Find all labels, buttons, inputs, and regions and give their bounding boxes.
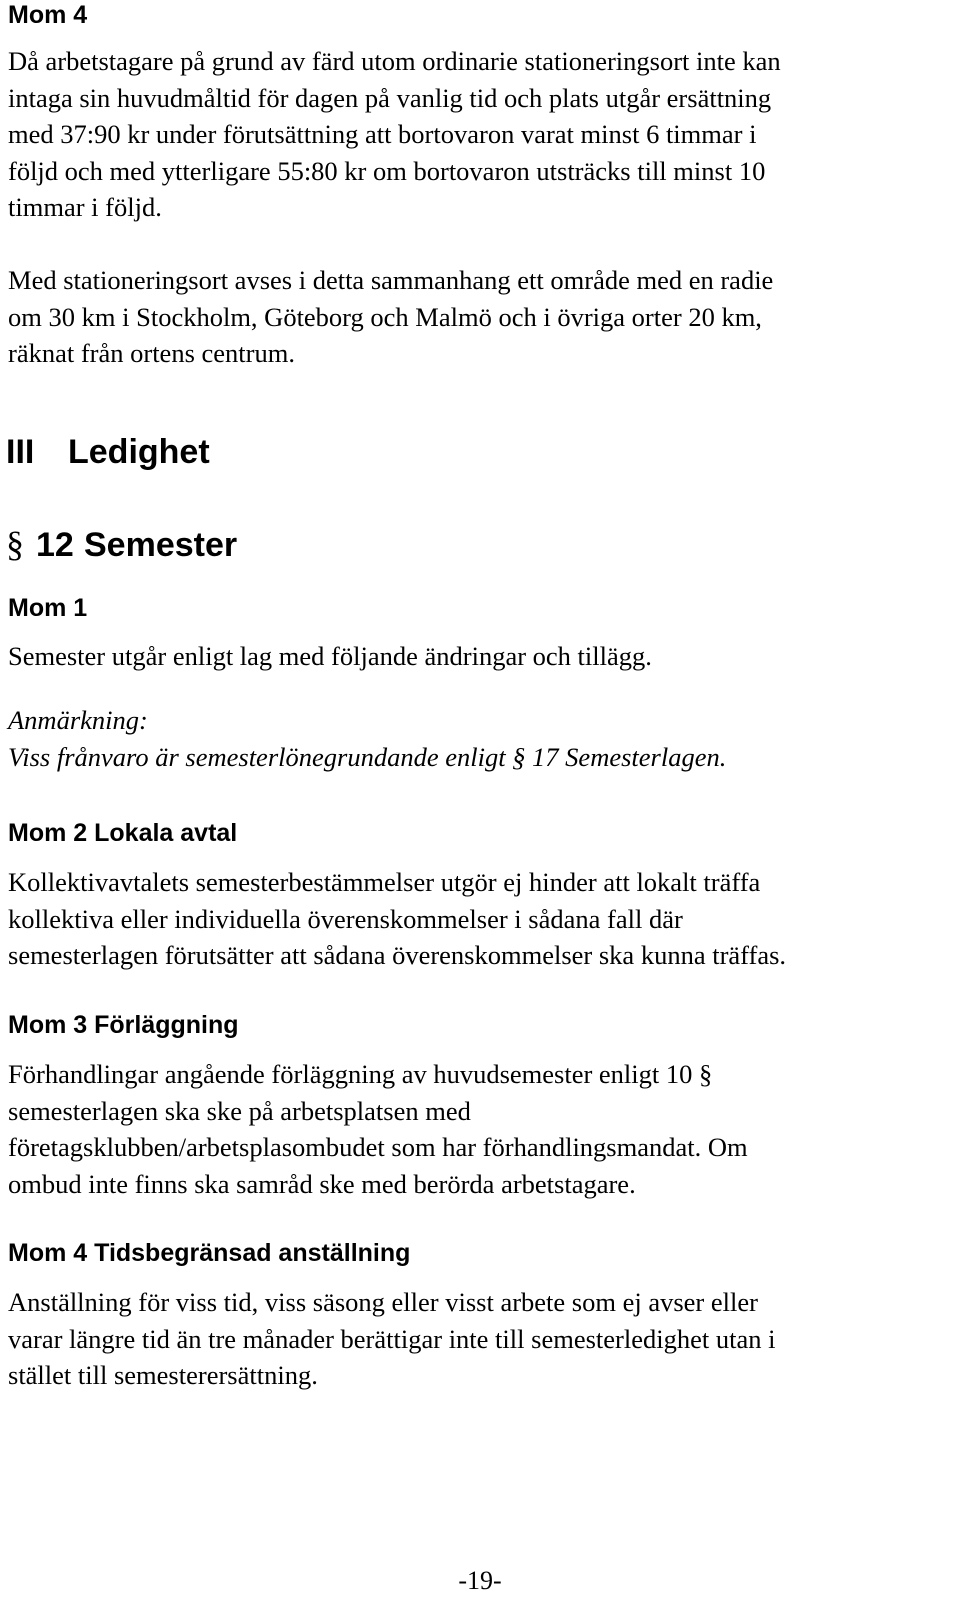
paragraph-heading	[6, 524, 237, 565]
text-line: intaga sin huvudmåltid för dagen på vanlig tid och plats utgår ersättning	[8, 82, 772, 113]
note-label: Anmärkning:	[8, 705, 148, 735]
text-line: om 30 km i Stockholm, Göteborg och Malmö och i övriga orter 20 km,	[8, 301, 762, 332]
text-line: semesterlagen ska ske på arbetsplatsen med	[8, 1095, 471, 1126]
text-line: följd och med ytterligare 55:80 kr om bortovaron utsträcks till minst 10	[8, 155, 766, 186]
mom3-heading: Mom 3 Förläggning	[8, 1011, 239, 1039]
text-line: kollektiva eller individuella överenskommelser i sådana fall där	[8, 903, 683, 934]
page-number: -19-	[458, 1566, 502, 1595]
text-line: Förhandlingar angående förläggning av huvudsemester enligt 10 §	[8, 1059, 713, 1089]
text-line: räknat från ortens centrum.	[8, 338, 295, 368]
mom1-heading: Mom 1	[8, 594, 88, 622]
text-line: varar längre tid än tre månader berättigar inte till semesterledighet utan i	[8, 1323, 776, 1354]
note-text: Viss frånvaro är semesterlönegrundande enligt § 17 Semesterlagen.	[8, 741, 727, 772]
text-line: stället till semesterersättning.	[8, 1360, 318, 1390]
paragraph-title: Semester	[84, 526, 238, 564]
text-line: Anställning för viss tid, viss säsong eller visst arbete som ej avser eller	[8, 1287, 758, 1317]
mom1-note	[8, 702, 958, 775]
text-line: företagsklubben/arbetsplasombudet som har förhandlingsmandat. Om	[8, 1132, 748, 1162]
stationeringsort-paragraph	[8, 262, 958, 372]
mom4-heading: Mom 4 Tidsbegränsad anställning	[8, 1239, 411, 1267]
mom4-top-paragraph	[8, 43, 958, 226]
mom2-heading: Mom 2 Lokala avtal	[8, 819, 238, 847]
section-sign: §	[6, 524, 24, 564]
text-line: Semester utgår enligt lag med följande ändringar och tillägg.	[8, 641, 652, 671]
text-line: timmar i följd.	[8, 192, 162, 222]
mom2-paragraph	[8, 864, 958, 974]
text-line: Då arbetstagare på grund av färd utom ordinarie stationeringsort inte kan	[8, 46, 781, 76]
text-line: med 37:90 kr under förutsättning att bortovaron varat minst 6 timmar i	[8, 119, 757, 149]
mom1-text	[8, 638, 958, 675]
text-line: Med stationeringsort avses i detta sammanhang ett område med en radie	[8, 265, 774, 295]
text-line: ombud inte finns ska samråd ske med berörda arbetstagare.	[8, 1168, 636, 1199]
text-line: Kollektivavtalets semesterbestämmelser utgör ej hinder att lokalt träffa	[8, 867, 761, 897]
section-heading	[6, 432, 210, 472]
section-title: Ledighet	[68, 433, 210, 471]
text-line: semesterlagen förutsätter att sådana överenskommelser ska kunna träffas.	[8, 940, 787, 970]
mom4-top-heading: Mom 4	[8, 1, 88, 29]
section-number: III	[6, 433, 35, 471]
mom3-paragraph	[8, 1056, 958, 1202]
paragraph-number: 12	[36, 526, 74, 564]
mom4-paragraph	[8, 1284, 958, 1394]
